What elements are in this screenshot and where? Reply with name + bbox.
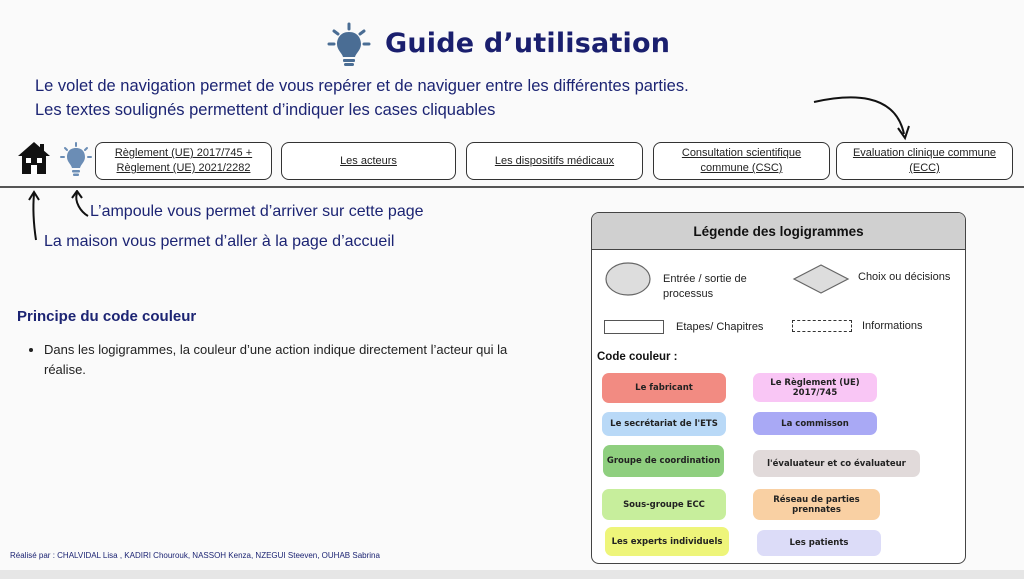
diamond-label: Choix ou décisions [858,271,951,283]
dashed-label: Informations [862,320,923,332]
dashed-rect-shape [792,320,852,332]
legend-title: Légende des logigrammes [592,213,965,250]
actor-patients [757,530,881,556]
nav-button-reglement[interactable] [95,142,272,180]
nav-button-label: commune (CSC) [700,162,783,174]
nav-button-dispositifs[interactable] [466,142,643,180]
house-icon[interactable] [16,140,52,176]
oval-label-line-2: processus [663,288,714,300]
actor-label: La commisson [781,418,849,429]
diamond-shape [792,263,850,295]
actor-evaluateur [753,450,920,477]
nav-button-acteurs[interactable] [281,142,456,180]
pointer-arrow-ecc [810,92,920,144]
nav-button-ecc[interactable] [836,142,1013,180]
page-title: Guide d’utilisation [385,28,671,59]
bulb-explanation: L’ampoule vous permet d’arriver sur cette page [90,203,424,220]
nav-divider [0,186,1024,188]
house-explanation: La maison vous permet d’aller à la page d’accueil [44,233,395,250]
actor-fabricant [602,373,726,403]
oval-shape [604,261,652,297]
intro-line-2: Les textes soulignés permettent d’indiquer les cases cliquables [35,101,496,119]
lightbulb-icon [327,22,371,68]
nav-button-label: Les acteurs [340,154,397,167]
rect-label: Etapes/ Chapitres [676,321,764,333]
actor-groupe-coordination [603,445,724,477]
nav-button-label: Règlement (UE) 2017/745 + [114,147,253,160]
actor-label: Réseau de parties prennates [773,494,860,515]
principe-bullet-text: • Dans les logigrammes, la couleur d’une action indique directement l’acteur qui la réalise. [44,340,510,380]
actor-sous-groupe-ecc [602,489,726,520]
lightbulb-icon[interactable] [60,142,92,178]
legend-panel [591,212,966,564]
nav-button-label: Evaluation clinique commune [852,147,997,160]
actor-secretariat [602,412,726,436]
intro-line-1: Le volet de navigation permet de vous repérer et de naviguer entre les différentes parties. [35,77,689,95]
nav-button-label: (ECC) [909,162,940,174]
actor-label: Les experts individuels [611,536,723,547]
actor-reglement [753,373,877,402]
nav-button-csc[interactable] [653,142,830,180]
oval-label-line-1: Entrée / sortie de [663,273,747,285]
actor-label: Les patients [789,538,849,548]
actor-label: l'évaluateur et co évaluateur [767,458,906,469]
actor-label: Groupe de coordination [606,456,721,466]
actor-commission [753,412,877,435]
bottom-bar [0,570,1024,579]
rect-shape [604,320,664,334]
actor-reseau-parties [753,489,880,520]
nav-button-label: Les dispositifs médicaux [494,154,615,167]
nav-button-label: Règlement (UE) 2021/2282 [116,162,251,174]
actor-label: Le Règlement (UE) 2017/745 [770,377,860,398]
actor-label: Sous-groupe ECC [623,499,705,510]
principe-title: Principe du code couleur [17,308,197,325]
principe-bullet [30,340,510,380]
actor-label: Le secrétariat de l'ETS [610,419,718,429]
nav-button-label: Consultation scientifique [681,147,802,160]
actor-label: Le fabricant [635,383,693,393]
actor-experts [605,527,729,556]
credits: Réalisé par : CHALVIDAL Lisa , KADIRI Chourouk, NASSOH Kenza, NZEGUI Steeven, OUHAB Sabrina [10,551,380,560]
code-couleur-title: Code couleur : [597,351,678,363]
